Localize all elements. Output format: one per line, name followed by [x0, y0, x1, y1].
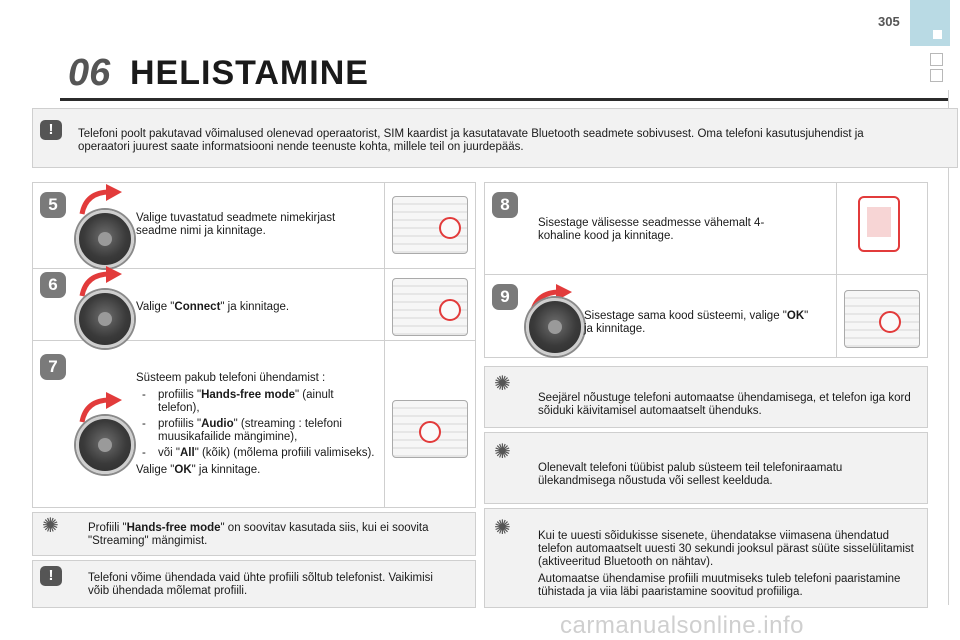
checkbox-decoration	[930, 53, 943, 66]
step-9-text	[584, 310, 814, 336]
step-badge-8: 8	[492, 192, 518, 218]
tip-icon: ✺	[494, 373, 511, 395]
text-fragment: profiilis "	[158, 389, 202, 401]
radio-panel-icon	[392, 278, 468, 336]
text-fragment: " ja kinnitage.	[584, 310, 809, 335]
rotary-knob-icon	[76, 210, 134, 268]
watermark: carmanualsonline.info	[560, 612, 804, 639]
warning-icon: !	[40, 566, 62, 586]
page-number: 305	[878, 14, 900, 29]
step-badge-5: 5	[40, 192, 66, 218]
step-badge-7: 7	[40, 354, 66, 380]
column-divider	[384, 182, 385, 508]
text-bold: Connect	[174, 301, 221, 313]
smartphone-icon	[858, 196, 900, 252]
step-6-text	[136, 301, 376, 314]
text-fragment: " ja kinnitage.	[191, 464, 261, 476]
rotary-knob-icon	[526, 298, 584, 356]
text-fragment: " (ainult telefon),	[158, 389, 334, 414]
list-item	[136, 389, 376, 415]
radio-panel-icon	[392, 400, 468, 458]
tip-paragraph: Kui te uuesti sõidukisse sisenete, ühendatakse viimasena ühendatud telefon automaatselt uuesti 30 sekundi jooksul pärast süüte sisselülitamist (aktiveeritud Bluetooth on nähtav).	[538, 530, 914, 568]
text-fragment: või "	[158, 447, 180, 459]
tip-icon: ✺	[42, 515, 59, 537]
right-tip-text-2: Olenevalt telefoni tüübist palub süsteem teil telefoniraamatu ülekandmisega nõustuda või sellest keelduda.	[538, 462, 843, 487]
text-fragment: " ja kinnitage.	[220, 301, 290, 313]
text-fragment: Profiili "	[88, 522, 127, 534]
text-bold: Audio	[201, 418, 234, 430]
chapter-title: HELISTAMINE	[130, 54, 369, 92]
row-divider	[484, 274, 928, 275]
text-bold: OK	[174, 464, 192, 476]
checkbox-decoration	[930, 69, 943, 82]
rotary-knob-icon	[76, 290, 134, 348]
rotary-knob-icon	[76, 416, 134, 474]
list-item	[136, 418, 376, 444]
step-8-text: Sisestage välisesse seadmesse vähemalt 4-kohaline kood ja kinnitage.	[538, 217, 765, 242]
step-5-text: Valige tuvastatud seadmete nimekirjast seadme nimi ja kinnitage.	[136, 212, 336, 237]
text-fragment: " (streaming : telefoni muusikafailide mängimine),	[158, 418, 342, 443]
right-tip-text-3	[538, 530, 918, 599]
radio-panel-icon	[844, 290, 920, 348]
text-fragment: profiilis "	[158, 418, 202, 430]
text-fragment: " (kõik) (mõlema profiili valimiseks).	[194, 447, 375, 459]
text-fragment: Sisestage sama kood süsteemi, valige "	[584, 310, 787, 322]
chapter-rule	[60, 98, 948, 101]
section-tab	[910, 0, 950, 46]
profile-list	[136, 389, 376, 460]
list-item	[136, 447, 376, 460]
text-bold: Hands-free mode	[126, 522, 221, 534]
text-bold: All	[179, 447, 195, 459]
left-tip-text	[88, 522, 468, 548]
warning-icon: !	[40, 120, 62, 140]
radio-panel-icon	[392, 196, 468, 254]
text-fragment: Valige "	[136, 301, 175, 313]
tip-paragraph: Automaatse ühendamise profiili muutmiseks tuleb telefoni paaristamine tühistada ja viia läbi paaristamine soovitud profiiliga.	[538, 573, 901, 598]
text-fragment: " on soovitav kasutada siis, kui ei soovita "Streaming" mängimist.	[88, 522, 429, 547]
step-7-intro: Süsteem pakub telefoni ühendamist :	[136, 372, 326, 384]
tip-icon: ✺	[494, 517, 511, 539]
step-7-text	[136, 372, 376, 477]
section-tab-marker	[933, 30, 942, 39]
left-warning-text: Telefoni võime ühendada vaid ühte profiili sõltub telefonist. Vaikimisi võib ühendada mõlemat profiili.	[88, 572, 433, 597]
intro-text: Telefoni poolt pakutavad võimalused olenevad operaatorist, SIM kaardist ja kasutatavate Bluetooth seadmete sobivusest. Oma telefoni kasutusjuhendist ja operaatori juurest saate informatsiooni nende teenuste kohta, millele teil on juurdepääs.	[78, 128, 864, 153]
text-fragment: Valige "	[136, 464, 175, 476]
right-tip-text-1: Seejärel nõustuge telefoni automaatse ühendamisega, et telefon iga kord sõiduki käivitamisel automaatselt ühenduks.	[538, 392, 911, 417]
step-badge-6: 6	[40, 272, 66, 298]
step-badge-9: 9	[492, 284, 518, 310]
tip-icon: ✺	[494, 441, 511, 463]
column-divider	[836, 182, 837, 358]
chapter-number: 06	[68, 52, 111, 94]
text-bold: OK	[786, 310, 805, 322]
step-7-outro	[136, 464, 376, 477]
text-bold: Hands-free mode	[201, 389, 296, 401]
